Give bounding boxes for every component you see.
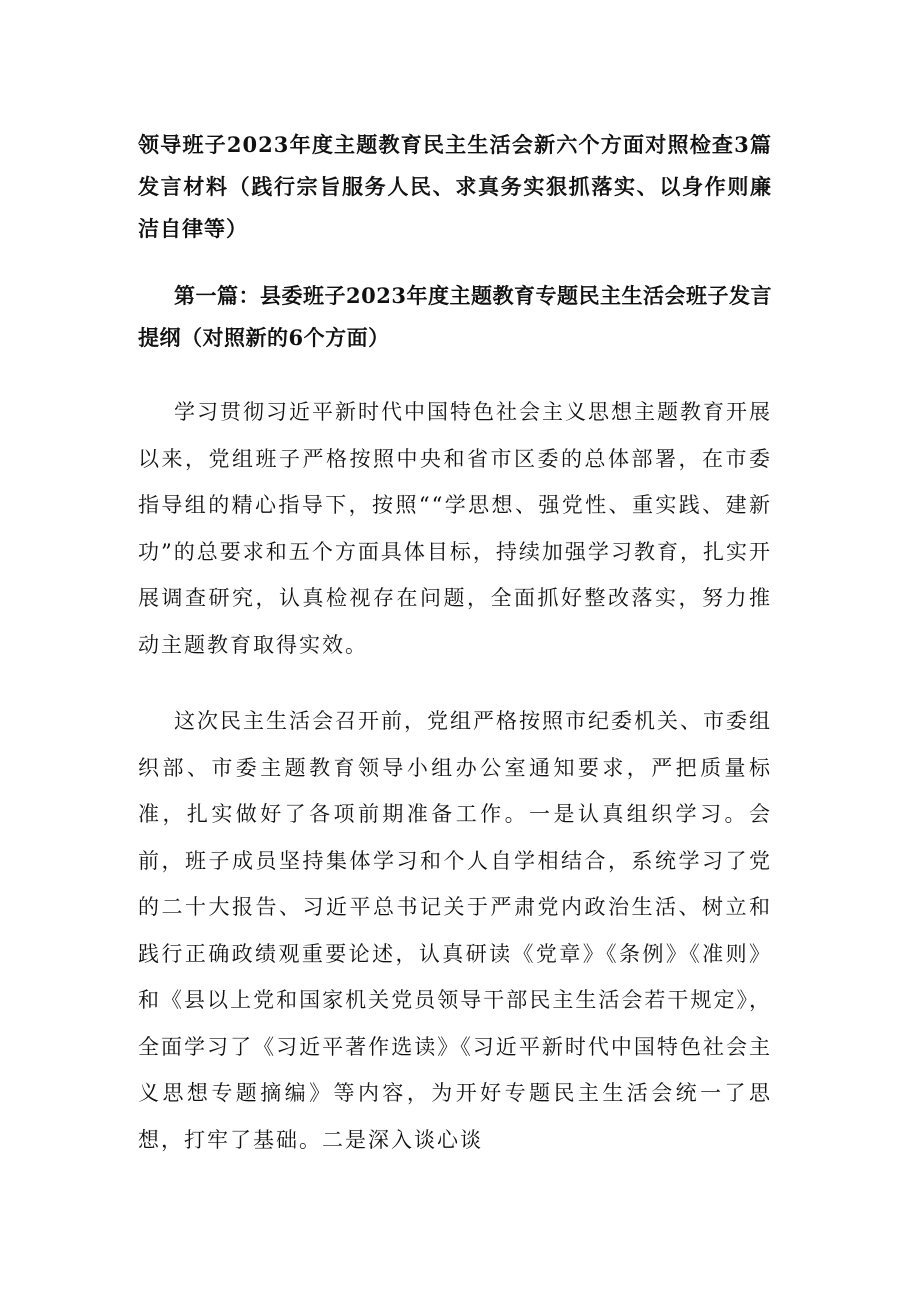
document-body [138,124,772,1163]
paragraph-1: 学习贯彻习近平新时代中国特色社会主义思想主题教育开展以来，党组班子严格按照中央和省市区委的总体部署，在市委指导组的精心指导下，按照““学思想、强党性、重实践、建新功”的总要求和五个方面具体目标，持续加强学习教育，扎实开展调查研究，认真检视存在问题，全面抓好整改落实，努力推动主题教育取得实效。 [138,400,772,657]
paragraph-2: 这次民主生活会召开前，党组严格按照市纪委机关、市委组织部、市委主题教育领导小组办公室通知要求，严把质量标准，扎实做好了各项前期准备工作。一是认真组织学习。会前，班子成员坚持集体学习和个人自学相结合，系统学习了党的二十大报告、习近平总书记关于严肃党内政治生活、树立和践行正确政绩观重要论述，认真研读《党章》《条例》《准则》和《县以上党和国家机关党员领导干部民主生活会若干规定》，全面学习了《习近平著作选读》《习近平新时代中国特色社会主义思想专题摘编》等内容，为开好专题民主生活会统一了思想，打牢了基础。二是深入谈心谈 [138,709,772,1152]
section-title: 第一篇：县委班子2023年度主题教育专题民主生活会班子发言提纲（对照新的6个方面） [138,283,772,350]
document-title: 领导班子2023年度主题教育民主生活会新六个方面对照检查3篇发言材料（践行宗旨服务人民、求真务实狠抓落实、以身作则廉洁自律等） [138,132,772,241]
